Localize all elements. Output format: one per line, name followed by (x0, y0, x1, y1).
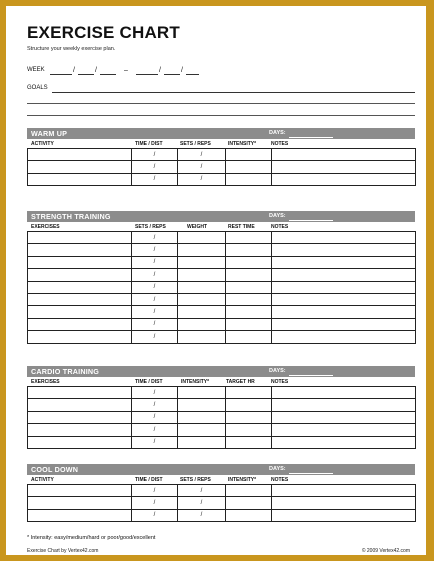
table-cell[interactable] (178, 485, 226, 497)
table-cell[interactable] (272, 149, 416, 161)
column-header: SETS / REPS (180, 141, 211, 147)
warm-up-section (27, 128, 415, 186)
table-cell[interactable] (226, 485, 272, 497)
page-subtitle: Structure your weekly exercise plan. (27, 46, 116, 52)
cell-slash: / (153, 487, 156, 494)
column-header: TIME / DIST (135, 477, 163, 483)
column-header: NOTES (271, 141, 289, 147)
table-cell[interactable] (272, 411, 416, 423)
table-cell[interactable] (178, 269, 226, 281)
goals-line[interactable] (52, 92, 415, 93)
table-cell[interactable] (132, 306, 178, 318)
week-end-day-field[interactable] (164, 74, 180, 75)
column-header: NOTES (271, 224, 289, 230)
table-cell[interactable] (272, 497, 416, 509)
table-cell[interactable] (178, 306, 226, 318)
table-cell[interactable] (132, 281, 178, 293)
table-cell[interactable] (132, 161, 178, 173)
week-slash: / (95, 67, 97, 74)
week-start-year-field[interactable] (100, 74, 116, 75)
days-field[interactable] (289, 375, 333, 376)
table-cell[interactable] (28, 497, 132, 509)
cool-down-table (27, 484, 416, 522)
table-cell[interactable] (226, 497, 272, 509)
table-cell[interactable] (226, 269, 272, 281)
table-cell[interactable] (226, 399, 272, 411)
section-title: COOL DOWN (31, 465, 79, 474)
table-cell[interactable] (132, 293, 178, 305)
column-header: ACTIVITY (31, 477, 54, 483)
table-cell[interactable] (28, 281, 132, 293)
footer-credit: Exercise Chart by Vertex42.com (27, 548, 99, 554)
table-cell[interactable] (226, 411, 272, 423)
table-cell[interactable] (132, 318, 178, 330)
table-cell[interactable] (272, 232, 416, 244)
cell-slash: / (153, 271, 156, 278)
table-row (28, 161, 416, 173)
table-cell[interactable] (28, 411, 132, 423)
week-slash: / (73, 67, 75, 74)
table-row (28, 509, 416, 521)
week-end-year-field[interactable] (186, 74, 199, 75)
table-cell[interactable] (272, 485, 416, 497)
table-cell[interactable] (226, 161, 272, 173)
table-row (28, 424, 416, 436)
table-cell[interactable] (132, 256, 178, 268)
cell-slash: / (153, 296, 156, 303)
table-cell[interactable] (226, 424, 272, 436)
table-row (28, 411, 416, 423)
column-header-row (27, 475, 415, 484)
table-cell[interactable] (28, 173, 132, 185)
column-header: NOTES (271, 379, 289, 385)
table-row (28, 244, 416, 256)
week-start-month-field[interactable] (50, 74, 72, 75)
footer-copyright: © 2009 Vertex42.com (361, 548, 410, 554)
table-cell[interactable] (178, 293, 226, 305)
table-cell[interactable] (178, 509, 226, 521)
column-header: INTENSITY* (181, 379, 210, 385)
table-cell[interactable] (178, 244, 226, 256)
section-header-bar (27, 366, 415, 377)
table-cell[interactable] (28, 256, 132, 268)
days-field[interactable] (289, 137, 333, 138)
table-row (28, 485, 416, 497)
section-title: WARM UP (31, 129, 68, 138)
table-cell[interactable] (272, 318, 416, 330)
cardio-training-section (27, 366, 415, 449)
table-cell[interactable] (132, 173, 178, 185)
table-cell[interactable] (132, 485, 178, 497)
table-row (28, 399, 416, 411)
table-cell[interactable] (178, 424, 226, 436)
table-cell[interactable] (272, 293, 416, 305)
cell-slash: / (153, 402, 156, 409)
table-cell[interactable] (178, 149, 226, 161)
table-cell[interactable] (178, 399, 226, 411)
table-cell[interactable] (28, 436, 132, 448)
table-cell[interactable] (272, 256, 416, 268)
table-cell[interactable] (272, 387, 416, 399)
column-header-row (27, 377, 415, 386)
table-row (28, 149, 416, 161)
table-cell[interactable] (132, 436, 178, 448)
cell-slash: / (200, 164, 203, 171)
table-cell[interactable] (272, 424, 416, 436)
table-cell[interactable] (272, 306, 416, 318)
table-cell[interactable] (226, 232, 272, 244)
table-row (28, 436, 416, 448)
column-header: SETS / REPS (135, 224, 166, 230)
table-cell[interactable] (226, 244, 272, 256)
column-header: REST TIME (228, 224, 255, 230)
cell-slash: / (153, 414, 156, 421)
column-header: NOTES (271, 477, 289, 483)
week-dash: – (124, 67, 128, 74)
week-end-month-field[interactable] (136, 74, 158, 75)
column-header: INTENSITY* (228, 477, 257, 483)
table-cell[interactable] (28, 244, 132, 256)
table-cell[interactable] (28, 232, 132, 244)
table-row (28, 232, 416, 244)
table-cell[interactable] (178, 281, 226, 293)
table-cell[interactable] (28, 387, 132, 399)
column-header: EXERCISES (31, 379, 60, 385)
table-cell[interactable] (28, 161, 132, 173)
table-cell[interactable] (28, 485, 132, 497)
table-cell[interactable] (178, 411, 226, 423)
table-cell[interactable] (226, 293, 272, 305)
table-cell[interactable] (178, 161, 226, 173)
table-cell[interactable] (178, 256, 226, 268)
table-cell[interactable] (272, 161, 416, 173)
week-slash: / (159, 67, 161, 74)
column-header: TARGET HR (226, 379, 255, 385)
cell-slash: / (200, 487, 203, 494)
table-cell[interactable] (178, 436, 226, 448)
goals-line[interactable] (27, 115, 415, 116)
cell-slash: / (153, 333, 156, 340)
table-cell[interactable] (28, 399, 132, 411)
table-cell[interactable] (132, 269, 178, 281)
table-row (28, 497, 416, 509)
table-row (28, 269, 416, 281)
days-field[interactable] (289, 473, 333, 474)
days-field[interactable] (289, 220, 333, 221)
table-cell[interactable] (226, 387, 272, 399)
goals-line[interactable] (27, 103, 415, 104)
table-cell[interactable] (28, 318, 132, 330)
cool-down-section (27, 464, 415, 522)
table-cell[interactable] (178, 173, 226, 185)
cell-slash: / (153, 247, 156, 254)
table-cell[interactable] (28, 331, 132, 343)
table-cell[interactable] (178, 232, 226, 244)
cell-slash: / (200, 512, 203, 519)
cell-slash: / (200, 500, 203, 507)
table-cell[interactable] (226, 281, 272, 293)
table-cell[interactable] (132, 497, 178, 509)
table-cell[interactable] (272, 436, 416, 448)
column-header: INTENSITY* (228, 141, 257, 147)
cell-slash: / (200, 151, 203, 158)
table-cell[interactable] (28, 424, 132, 436)
table-cell[interactable] (226, 509, 272, 521)
table-cell[interactable] (178, 387, 226, 399)
column-header-row (27, 222, 415, 231)
section-title: STRENGTH TRAINING (31, 212, 111, 221)
table-cell[interactable] (226, 149, 272, 161)
section-header-bar (27, 464, 415, 475)
table-cell[interactable] (226, 318, 272, 330)
exercise-chart-sheet (6, 6, 426, 555)
goals-label: GOALS (27, 85, 48, 91)
table-row (28, 173, 416, 185)
column-header: ACTIVITY (31, 141, 54, 147)
strength-training-table (27, 231, 416, 344)
section-title: CARDIO TRAINING (31, 367, 100, 376)
table-cell[interactable] (178, 318, 226, 330)
table-cell[interactable] (28, 149, 132, 161)
column-header: TIME / DIST (135, 141, 163, 147)
table-cell[interactable] (28, 509, 132, 521)
table-cell[interactable] (132, 149, 178, 161)
cell-slash: / (153, 426, 156, 433)
intensity-footnote: * Intensity: easy/medium/hard or poor/good/excellent (27, 535, 156, 541)
column-header: WEIGHT (187, 224, 207, 230)
cell-slash: / (153, 176, 156, 183)
table-row (28, 306, 416, 318)
table-cell[interactable] (226, 331, 272, 343)
cell-slash: / (153, 500, 156, 507)
cardio-training-table (27, 386, 416, 449)
table-cell[interactable] (28, 293, 132, 305)
table-cell[interactable] (28, 269, 132, 281)
column-header: EXERCISES (31, 224, 60, 230)
cell-slash: / (200, 176, 203, 183)
table-cell[interactable] (132, 232, 178, 244)
table-row (28, 281, 416, 293)
table-cell[interactable] (132, 509, 178, 521)
column-header: TIME / DIST (135, 379, 163, 385)
warm-up-table (27, 148, 416, 186)
table-row (28, 293, 416, 305)
table-cell[interactable] (132, 331, 178, 343)
days-label: DAYS: (269, 466, 286, 472)
table-cell[interactable] (272, 331, 416, 343)
cell-slash: / (153, 151, 156, 158)
cell-slash: / (153, 284, 156, 291)
table-cell[interactable] (132, 399, 178, 411)
table-cell[interactable] (272, 244, 416, 256)
week-slash: / (181, 67, 183, 74)
cell-slash: / (153, 439, 156, 446)
table-cell[interactable] (226, 436, 272, 448)
strength-training-section (27, 211, 415, 344)
table-row (28, 331, 416, 343)
column-header-row (27, 139, 415, 148)
week-label: WEEK (27, 67, 45, 73)
table-cell[interactable] (226, 256, 272, 268)
table-cell[interactable] (272, 399, 416, 411)
days-label: DAYS: (269, 130, 286, 136)
cell-slash: / (153, 309, 156, 316)
table-cell[interactable] (178, 497, 226, 509)
week-start-day-field[interactable] (78, 74, 94, 75)
table-row (28, 318, 416, 330)
table-cell[interactable] (132, 244, 178, 256)
cell-slash: / (153, 164, 156, 171)
table-row (28, 256, 416, 268)
days-label: DAYS: (269, 368, 286, 374)
section-header-bar (27, 211, 415, 222)
table-cell[interactable] (226, 306, 272, 318)
cell-slash: / (153, 389, 156, 396)
table-row (28, 387, 416, 399)
cell-slash: / (153, 234, 156, 241)
table-cell[interactable] (226, 173, 272, 185)
table-cell[interactable] (132, 411, 178, 423)
table-cell[interactable] (132, 424, 178, 436)
table-cell[interactable] (28, 306, 132, 318)
table-cell[interactable] (272, 509, 416, 521)
table-cell[interactable] (272, 269, 416, 281)
cell-slash: / (153, 512, 156, 519)
column-header: SETS / REPS (180, 477, 211, 483)
days-label: DAYS: (269, 213, 286, 219)
section-header-bar (27, 128, 415, 139)
cell-slash: / (153, 321, 156, 328)
table-cell[interactable] (272, 281, 416, 293)
table-cell[interactable] (132, 387, 178, 399)
cell-slash: / (153, 259, 156, 266)
table-cell[interactable] (178, 331, 226, 343)
table-cell[interactable] (272, 173, 416, 185)
page-title: EXERCISE CHART (27, 23, 180, 42)
